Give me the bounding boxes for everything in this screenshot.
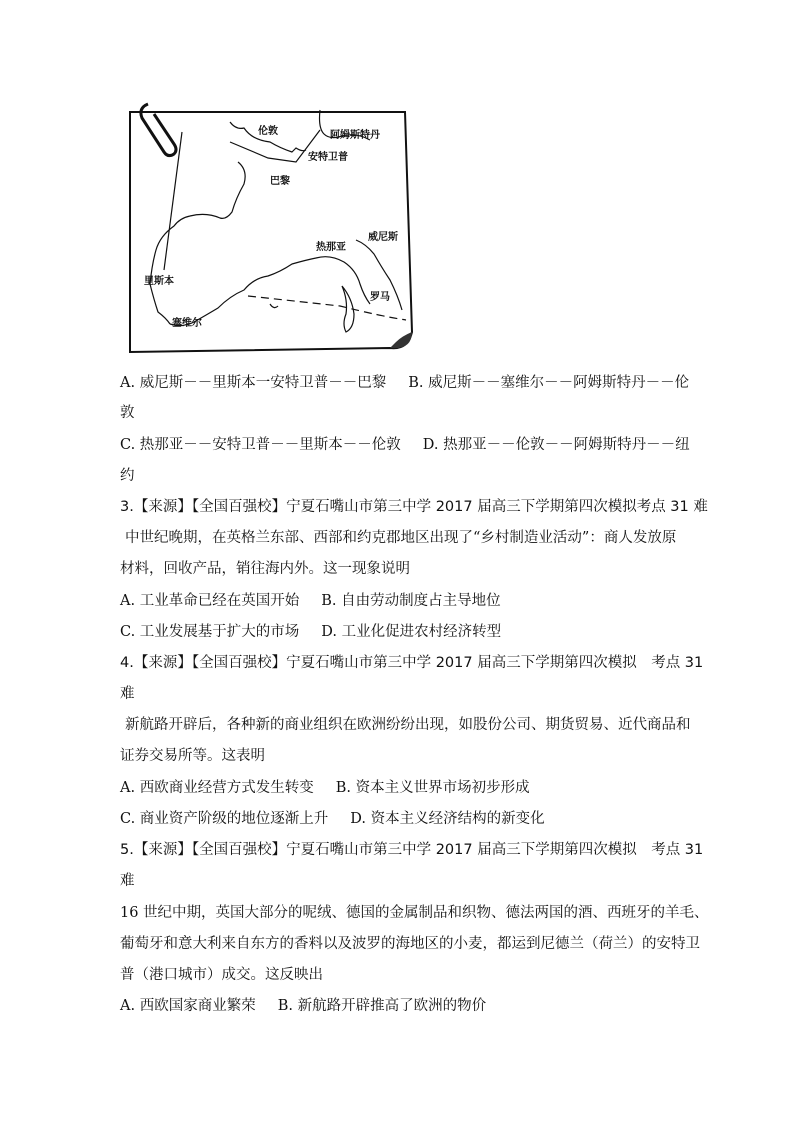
- q2-option-b-cont: 敦: [120, 405, 135, 421]
- q2-row-ab: [120, 373, 689, 393]
- q2-row-cd: [120, 435, 690, 455]
- q2-option-a[interactable]: A. 威尼斯－－里斯本一安特卫普－－巴黎: [120, 375, 387, 391]
- map-svg: [120, 100, 420, 358]
- q3-stem-line2: 材料，回收产品，销往海内外。这一现象说明: [120, 561, 410, 577]
- label-london: 伦敦: [258, 126, 278, 137]
- q5-source-line1: 5.【来源】【全国百强校】宁夏石嘴山市第三中学 2017 届高三下学期第四次模拟 考点 31: [120, 842, 704, 858]
- q4-row-cd: [120, 809, 545, 829]
- q4-row-ab: [120, 778, 530, 798]
- q4-stem-line1: 新航路开辟后，各种新的商业组织在欧洲纷纷出现，如股份公司、期货贸易、近代商品和: [125, 717, 691, 733]
- q4-stem-line2: 证券交易所等。这表明: [120, 748, 265, 764]
- q5-option-a[interactable]: A. 西欧国家商业繁荣: [120, 998, 256, 1014]
- europe-trade-map: [120, 100, 420, 358]
- label-lisbon: 里斯本: [144, 276, 174, 287]
- q3-stem-line1: 中世纪晚期，在英格兰东部、西部和约克郡地区出现了“乡村制造业活动”：商人发放原: [125, 530, 677, 546]
- q4-option-a[interactable]: A. 西欧商业经营方式发生转变: [120, 780, 314, 796]
- q3-row-ab: [120, 591, 501, 611]
- q4-option-c[interactable]: C. 商业资产阶级的地位逐渐上升: [120, 811, 329, 827]
- label-genoa: 热那亚: [316, 242, 346, 253]
- label-seville: 塞维尔: [172, 318, 202, 329]
- q5-stem-line3: 普（港口城市）成交。这反映出: [120, 967, 323, 983]
- q4-source-line1: 4.【来源】【全国百强校】宁夏石嘴山市第三中学 2017 届高三下学期第四次模拟 考点 31: [120, 655, 704, 671]
- q4-option-d[interactable]: D. 资本主义经济结构的新变化: [350, 811, 545, 827]
- q4-option-b[interactable]: B. 资本主义世界市场初步形成: [335, 780, 530, 796]
- label-antwerp: 安特卫普: [308, 152, 348, 163]
- q5-source-line2: 难: [120, 873, 135, 889]
- q5-stem-line1: 16 世纪中期，英国大部分的呢绒、德国的金属制品和织物、德法两国的酒、西班牙的羊毛、: [120, 905, 709, 921]
- q2-option-b[interactable]: B. 威尼斯－－塞维尔－－阿姆斯特丹－－伦: [408, 375, 690, 391]
- q5-option-b[interactable]: B. 新航路开辟推高了欧洲的物价: [277, 998, 487, 1014]
- label-amsterdam: 阿姆斯特丹: [330, 130, 380, 141]
- q3-source: 3.【来源】【全国百强校】宁夏石嘴山市第三中学 2017 届高三下学期第四次模拟考点 31 难: [120, 499, 708, 515]
- q3-option-b[interactable]: B. 自由劳动制度占主导地位: [321, 593, 501, 609]
- label-venice: 威尼斯: [368, 232, 398, 243]
- q3-option-d[interactable]: D. 工业化促进农村经济转型: [321, 624, 502, 640]
- q3-option-a[interactable]: A. 工业革命已经在英国开始: [120, 593, 300, 609]
- q5-row-ab: [120, 996, 486, 1016]
- label-paris: 巴黎: [270, 176, 290, 187]
- q3-option-c[interactable]: C. 工业发展基于扩大的市场: [120, 624, 300, 640]
- q2-option-c[interactable]: C. 热那亚－－安特卫普－－里斯本－－伦敦: [120, 437, 401, 453]
- label-rome: 罗马: [370, 292, 390, 303]
- q4-source-line2: 难: [120, 686, 135, 702]
- q3-row-cd: [120, 622, 501, 642]
- q2-option-d[interactable]: D. 热那亚－－伦敦－－阿姆斯特丹－－纽: [422, 437, 690, 453]
- q2-option-d-cont: 约: [120, 468, 135, 484]
- q5-stem-line2: 葡萄牙和意大利来自东方的香料以及波罗的海地区的小麦，都运到尼德兰（荷兰）的安特卫: [120, 936, 700, 952]
